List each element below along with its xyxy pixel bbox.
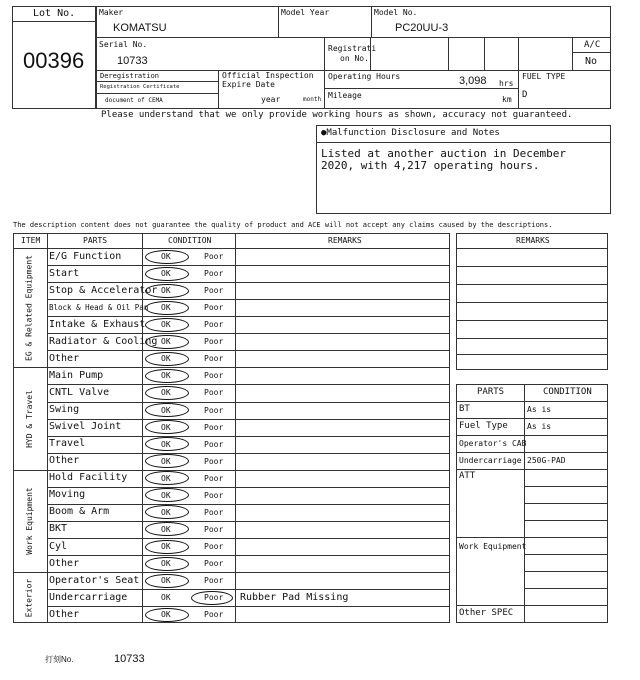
poor-option[interactable]: Poor <box>204 439 224 449</box>
group-label: Exterior <box>24 578 34 617</box>
ok-option[interactable]: OK <box>161 524 171 534</box>
ok-option[interactable]: OK <box>161 286 171 296</box>
ok-option[interactable]: OK <box>161 490 171 500</box>
stamp-value: 10733 <box>114 653 145 665</box>
selected-mark <box>145 318 189 332</box>
att-label: ATT <box>459 471 476 481</box>
ok-option[interactable]: OK <box>161 269 171 279</box>
selected-mark <box>145 420 189 434</box>
hours-notice: Please understand that we only provide working hours as shown, accuracy not guaranteed. <box>101 110 573 120</box>
cab-label: Operator's CAB <box>459 439 527 448</box>
ok-option[interactable]: OK <box>161 439 171 449</box>
poor-option[interactable]: Poor <box>204 593 224 603</box>
ok-option[interactable]: OK <box>161 507 171 517</box>
group-label: EG & Related Equipment <box>25 254 34 361</box>
ok-option[interactable]: OK <box>161 593 171 603</box>
poor-option[interactable]: Poor <box>204 303 224 313</box>
col-condition-header: CONDITION <box>168 236 212 245</box>
registration-label-1: Registrati <box>328 44 377 53</box>
selected-mark <box>145 335 189 349</box>
poor-option[interactable]: Poor <box>204 354 224 364</box>
part-label: Swing <box>49 404 80 416</box>
malfunction-line-2: 2020, with 4,217 operating hours. <box>321 159 540 172</box>
part-label: BKT <box>49 523 68 535</box>
poor-option[interactable]: Poor <box>204 542 224 552</box>
ok-option[interactable]: OK <box>161 456 171 466</box>
fuel-type-label: FUEL TYPE <box>522 72 566 81</box>
undercarriage-label: Undercarriage <box>459 456 522 465</box>
malfunction-line-1: Listed at another auction in December <box>321 147 567 160</box>
group-label: HYD & Travel <box>25 389 35 448</box>
ok-option[interactable]: OK <box>161 559 171 569</box>
ok-option[interactable]: OK <box>161 252 171 261</box>
part-label: Other <box>49 608 80 620</box>
col-parts-header: PARTS <box>83 236 108 245</box>
col-item-header: ITEM <box>21 236 41 245</box>
part-label: Intake & Exhaust <box>49 318 146 330</box>
mileage-label: Mileage <box>328 91 362 100</box>
part-label: Other <box>49 352 80 364</box>
part-label: Other <box>49 455 80 467</box>
selected-mark <box>145 608 189 622</box>
ok-option[interactable]: OK <box>161 354 171 364</box>
ac-label: A/C <box>584 40 601 50</box>
year-label: year <box>261 95 281 104</box>
malfunction-title: ●Malfunction Disclosure and Notes <box>321 128 500 138</box>
fuel-type-value: D <box>522 90 528 100</box>
poor-option[interactable]: Poor <box>204 576 224 586</box>
right-parts-header: PARTS <box>477 387 505 397</box>
selected-mark <box>145 403 189 417</box>
right-remarks-header: REMARKS <box>516 236 550 245</box>
poor-option[interactable]: Poor <box>204 456 224 466</box>
ok-option[interactable]: OK <box>161 388 171 398</box>
poor-option[interactable]: Poor <box>204 269 224 279</box>
model-no-label: Model No. <box>374 8 418 17</box>
poor-option[interactable]: Poor <box>204 559 224 569</box>
poor-option[interactable]: Poor <box>204 507 224 517</box>
poor-option[interactable]: Poor <box>204 337 224 347</box>
ok-option[interactable]: OK <box>161 542 171 552</box>
inspection-label-1: Official Inspection <box>222 71 314 80</box>
poor-option[interactable]: Poor <box>204 473 224 483</box>
serial-value: 10733 <box>117 55 148 67</box>
hrs-unit: hrs <box>499 79 514 88</box>
maker-value: KOMATSU <box>113 22 167 34</box>
registration-certificate-label: Registration Certificate <box>100 84 180 90</box>
selected-mark <box>145 574 189 588</box>
part-label: Undercarriage <box>49 591 128 603</box>
ac-value: No <box>585 56 598 67</box>
lot-number: 00396 <box>23 48 85 73</box>
ok-option[interactable]: OK <box>161 320 171 330</box>
model-no-value: PC20UU-3 <box>395 22 449 34</box>
fuel-label: Fuel Type <box>459 421 508 431</box>
group-label: Work Equipment <box>25 487 35 555</box>
undercarriage-value: 250G-PAD <box>527 456 566 465</box>
model-year-label: Model Year <box>281 8 330 17</box>
selected-mark <box>145 301 189 315</box>
fuel-value: As is <box>527 422 552 431</box>
poor-option[interactable]: Poor <box>204 610 224 620</box>
selected-mark <box>145 250 189 264</box>
operating-hours-value: 3,098 <box>459 75 487 87</box>
part-label: Block & Head & Oil Pan <box>49 303 149 313</box>
ok-option[interactable]: OK <box>161 610 171 620</box>
lot-label: Lot No. <box>33 8 76 19</box>
disclaimer: The description content does not guarantee the quality of product and ACE will not accept any claims caused by the descriptions. <box>13 221 553 229</box>
poor-option[interactable]: Poor <box>204 490 224 500</box>
part-label: Moving <box>49 489 86 501</box>
poor-option[interactable]: Poor <box>204 524 224 534</box>
selected-mark <box>145 540 189 554</box>
part-label: Start <box>49 267 80 279</box>
part-label: Boom & Arm <box>49 506 110 518</box>
other-spec-label: Other SPEC <box>459 608 514 618</box>
poor-option[interactable]: Poor <box>204 320 224 330</box>
part-label: Operator's Seat <box>49 574 140 586</box>
part-label: Other <box>49 557 80 569</box>
bt-label: BT <box>459 404 470 414</box>
selected-mark <box>145 267 189 281</box>
part-label: Hold Facility <box>49 472 128 484</box>
remark-text: Rubber Pad Missing <box>240 592 349 604</box>
part-label: Travel <box>49 438 86 450</box>
selected-mark <box>145 352 189 366</box>
poor-option[interactable]: Poor <box>204 405 224 415</box>
inspection-label-2: Expire Date <box>222 80 275 89</box>
part-label: Swivel Joint <box>49 421 122 433</box>
part-label: Stop & Accelerator <box>49 284 158 296</box>
maker-label: Maker <box>99 8 124 17</box>
bt-value: As is <box>527 405 552 414</box>
ok-option[interactable]: OK <box>161 473 171 483</box>
month-label: month <box>303 96 322 103</box>
stamp-label: 打刻No. <box>45 655 74 664</box>
part-label: CNTL Valve <box>49 386 110 398</box>
km-unit: km <box>502 95 512 104</box>
operating-hours-label: Operating Hours <box>328 72 401 81</box>
part-label: E/G Function <box>49 250 122 262</box>
poor-option[interactable]: Poor <box>204 388 224 398</box>
ok-option[interactable]: OK <box>161 337 171 347</box>
part-label: Cyl <box>49 540 68 552</box>
ok-option[interactable]: OK <box>161 576 171 586</box>
ok-option[interactable]: OK <box>161 303 171 313</box>
selected-mark <box>145 386 189 400</box>
serial-label: Serial No. <box>99 40 148 49</box>
registration-label-2: on No. <box>340 54 369 63</box>
deregistration-label: Deregistration <box>100 72 160 80</box>
part-label: Radiator & Cooling <box>49 335 158 347</box>
poor-option[interactable]: Poor <box>204 286 224 296</box>
ok-option[interactable]: OK <box>161 422 171 432</box>
col-remarks-header: REMARKS <box>328 236 362 245</box>
poor-option[interactable]: Poor <box>204 422 224 432</box>
part-label: Main Pump <box>49 369 104 381</box>
work-equipment-label: Work Equipment <box>459 542 527 551</box>
cema-label: document of CEMA <box>105 97 163 104</box>
ok-option[interactable]: OK <box>161 371 171 381</box>
poor-option[interactable]: Poor <box>204 371 224 381</box>
selected-mark <box>145 369 189 383</box>
poor-option[interactable]: Poor <box>204 252 224 261</box>
ok-option[interactable]: OK <box>161 405 171 415</box>
selected-mark <box>191 591 233 605</box>
selected-mark <box>145 284 189 298</box>
right-condition-header: CONDITION <box>543 387 592 397</box>
selected-mark <box>145 557 189 571</box>
